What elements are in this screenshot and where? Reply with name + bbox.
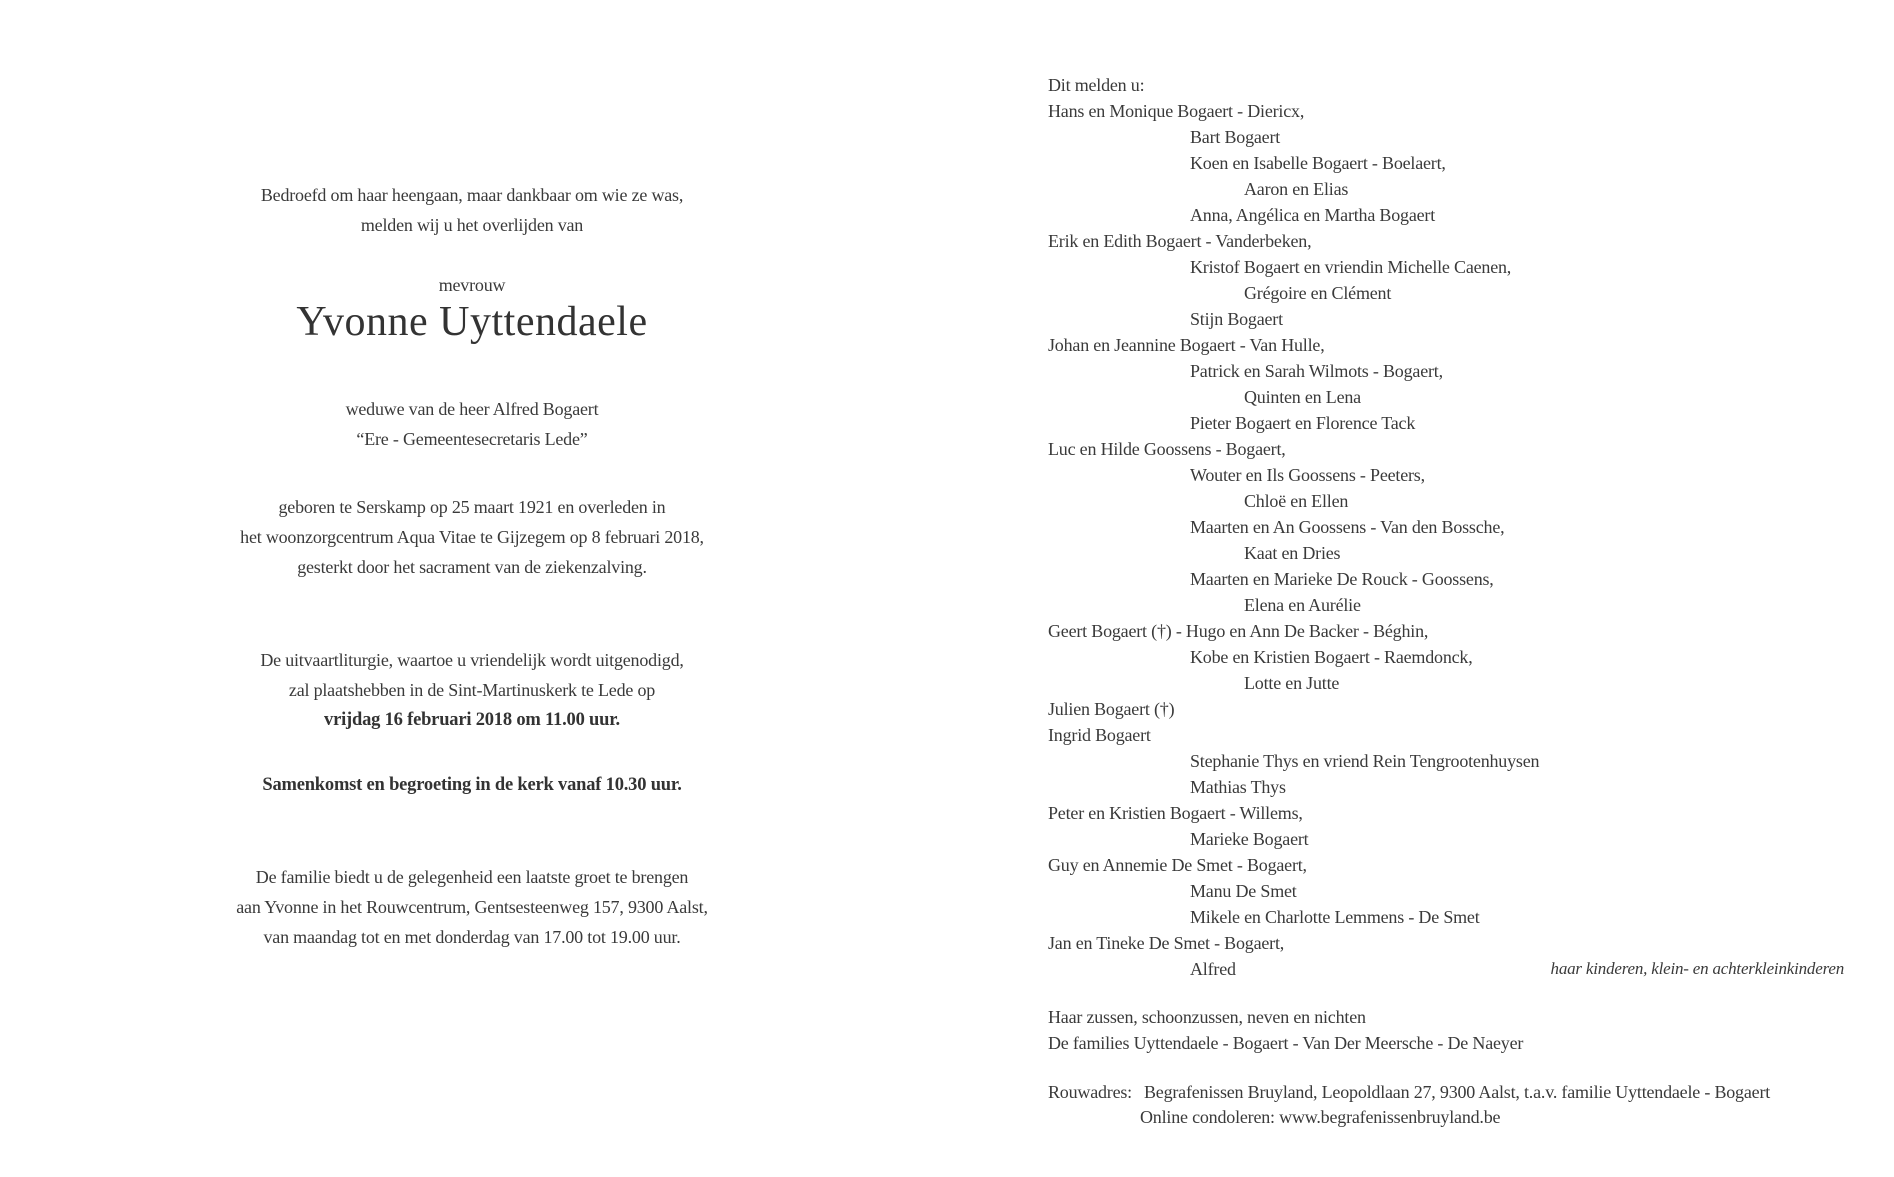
announcement-line: Chloë en Ellen — [1244, 491, 1349, 511]
announcement-line-alfred — [1048, 956, 1894, 982]
life-line-3: gesterkt door het sacrament van de ziekenzalving. — [297, 557, 647, 577]
gathering-line: Samenkomst en begroeting in de kerk vanaf 10.30 uur. — [262, 775, 682, 795]
announcement-line: Kobe en Kristien Bogaert - Raemdonck, — [1190, 647, 1473, 667]
intro-line-1: Bedroefd om haar heengaan, maar dankbaar om wie ze was, — [260, 185, 684, 205]
announcement-line: Guy en Annemie De Smet - Bogaert, — [1048, 855, 1307, 875]
deceased-name: Yvonne Uyttendaele — [296, 299, 648, 345]
life-line-2: het woonzorgcentrum Aqua Vitae te Gijzegem op 8 februari 2018, — [240, 527, 704, 547]
family-announcement-list — [1048, 72, 1894, 982]
mourning-address-block — [1048, 1080, 1894, 1130]
announcement-line: Anna, Angélica en Martha Bogaert — [1190, 205, 1436, 225]
family-line-2: De families Uyttendaele - Bogaert - Van Der Meersche - De Naeyer — [1048, 1033, 1524, 1053]
announcement-line: Manu De Smet — [1190, 881, 1297, 901]
announcement-line: Elena en Aurélie — [1244, 595, 1361, 615]
life-dates-paragraph — [212, 492, 732, 582]
announcement-line: Jan en Tineke De Smet - Bogaert, — [1048, 933, 1285, 953]
left-page — [212, 0, 732, 1177]
announcement-line: Kristof Bogaert en vriendin Michelle Caenen, — [1190, 257, 1512, 277]
farewell-paragraph — [212, 862, 732, 952]
honorific-text: mevrouw — [438, 275, 506, 295]
liturgy-line-1: De uitvaartliturgie, waartoe u vriendelijk wordt uitgenodigd, — [260, 650, 684, 670]
intro-paragraph — [212, 180, 732, 240]
liturgy-paragraph — [212, 645, 732, 735]
announcement-line: Dit melden u: — [1048, 75, 1145, 95]
farewell-line-3: van maandag tot en met donderdag van 17.00 tot 19.00 uur. — [263, 927, 681, 947]
families-block — [1048, 1004, 1894, 1056]
announcement-line: Hans en Monique Bogaert - Diericx, — [1048, 101, 1305, 121]
announcement-line: Lotte en Jutte — [1244, 673, 1340, 693]
mourning-address-line — [1048, 1080, 1894, 1105]
announcement-line: Bart Bogaert — [1190, 127, 1281, 147]
announcement-line: Erik en Edith Bogaert - Vanderbeken, — [1048, 231, 1312, 251]
announcement-line: Luc en Hilde Goossens - Bogaert, — [1048, 439, 1286, 459]
announcement-line: Grégoire en Clément — [1244, 283, 1392, 303]
family-line-1: Haar zussen, schoonzussen, neven en nichten — [1048, 1007, 1366, 1027]
announcement-line: Maarten en Marieke De Rouck - Goossens, — [1190, 569, 1494, 589]
announcement-line: Marieke Bogaert — [1190, 829, 1309, 849]
farewell-line-1: De familie biedt u de gelegenheid een laatste groet te brengen — [255, 867, 689, 887]
announcement-line: Johan en Jeannine Bogaert - Van Hulle, — [1048, 335, 1325, 355]
announcement-line: Quinten en Lena — [1244, 387, 1361, 407]
announcement-line: Kaat en Dries — [1244, 543, 1341, 563]
announcement-line: Wouter en Ils Goossens - Peeters, — [1190, 465, 1425, 485]
announcement-line: Peter en Kristien Bogaert - Willems, — [1048, 803, 1303, 823]
funeral-date-line: vrijdag 16 februari 2018 om 11.00 uur. — [324, 710, 620, 730]
farewell-line-2: aan Yvonne in het Rouwcentrum, Gentsesteenweg 157, 9300 Aalst, — [236, 897, 708, 917]
announcement-line: Koen en Isabelle Bogaert - Boelaert, — [1190, 153, 1446, 173]
announcement-line: Maarten en An Goossens - Van den Bossche, — [1190, 517, 1505, 537]
announcement-line: Geert Bogaert (†) - Hugo en Ann De Backer - Béghin, — [1048, 621, 1429, 641]
honorary-title-line: “Ere - Gemeentesecretaris Lede” — [356, 429, 588, 449]
announcement-line: Stephanie Thys en vriend Rein Tengrootenhuysen — [1190, 751, 1540, 771]
announcement-line: Mathias Thys — [1190, 777, 1286, 797]
right-page — [1048, 0, 1894, 1177]
announcement-line: Alfred — [1190, 959, 1236, 979]
announcement-line: Stijn Bogaert — [1190, 309, 1283, 329]
announcement-line: Ingrid Bogaert — [1048, 725, 1151, 745]
widow-line: weduwe van de heer Alfred Bogaert — [345, 399, 599, 419]
mourning-address-label: Rouwadres: — [1048, 1082, 1132, 1102]
children-note: haar kinderen, klein- en achterkleinkinderen — [1550, 959, 1844, 978]
mourning-address-text: Begrafenissen Bruyland, Leopoldlaan 27, 9300 Aalst, t.a.v. familie Uyttendaele - Bogaert — [1143, 1082, 1771, 1102]
announcement-line: Mikele en Charlotte Lemmens - De Smet — [1190, 907, 1480, 927]
announcement-line: Patrick en Sarah Wilmots - Bogaert, — [1190, 361, 1443, 381]
announcement-line: Pieter Bogaert en Florence Tack — [1190, 413, 1416, 433]
widow-paragraph — [212, 394, 732, 454]
liturgy-line-2: zal plaatshebben in de Sint-Martinuskerk te Lede op — [288, 680, 656, 700]
intro-line-2: melden wij u het overlijden van — [360, 215, 584, 235]
life-line-1: geboren te Serskamp op 25 maart 1921 en overleden in — [278, 497, 666, 517]
announcement-line: Aaron en Elias — [1244, 179, 1349, 199]
condolence-line: Online condoleren: www.begrafenissenbruyland.be — [1140, 1107, 1501, 1127]
gathering-paragraph — [212, 770, 732, 800]
announcement-line: Julien Bogaert (†) — [1048, 699, 1175, 719]
